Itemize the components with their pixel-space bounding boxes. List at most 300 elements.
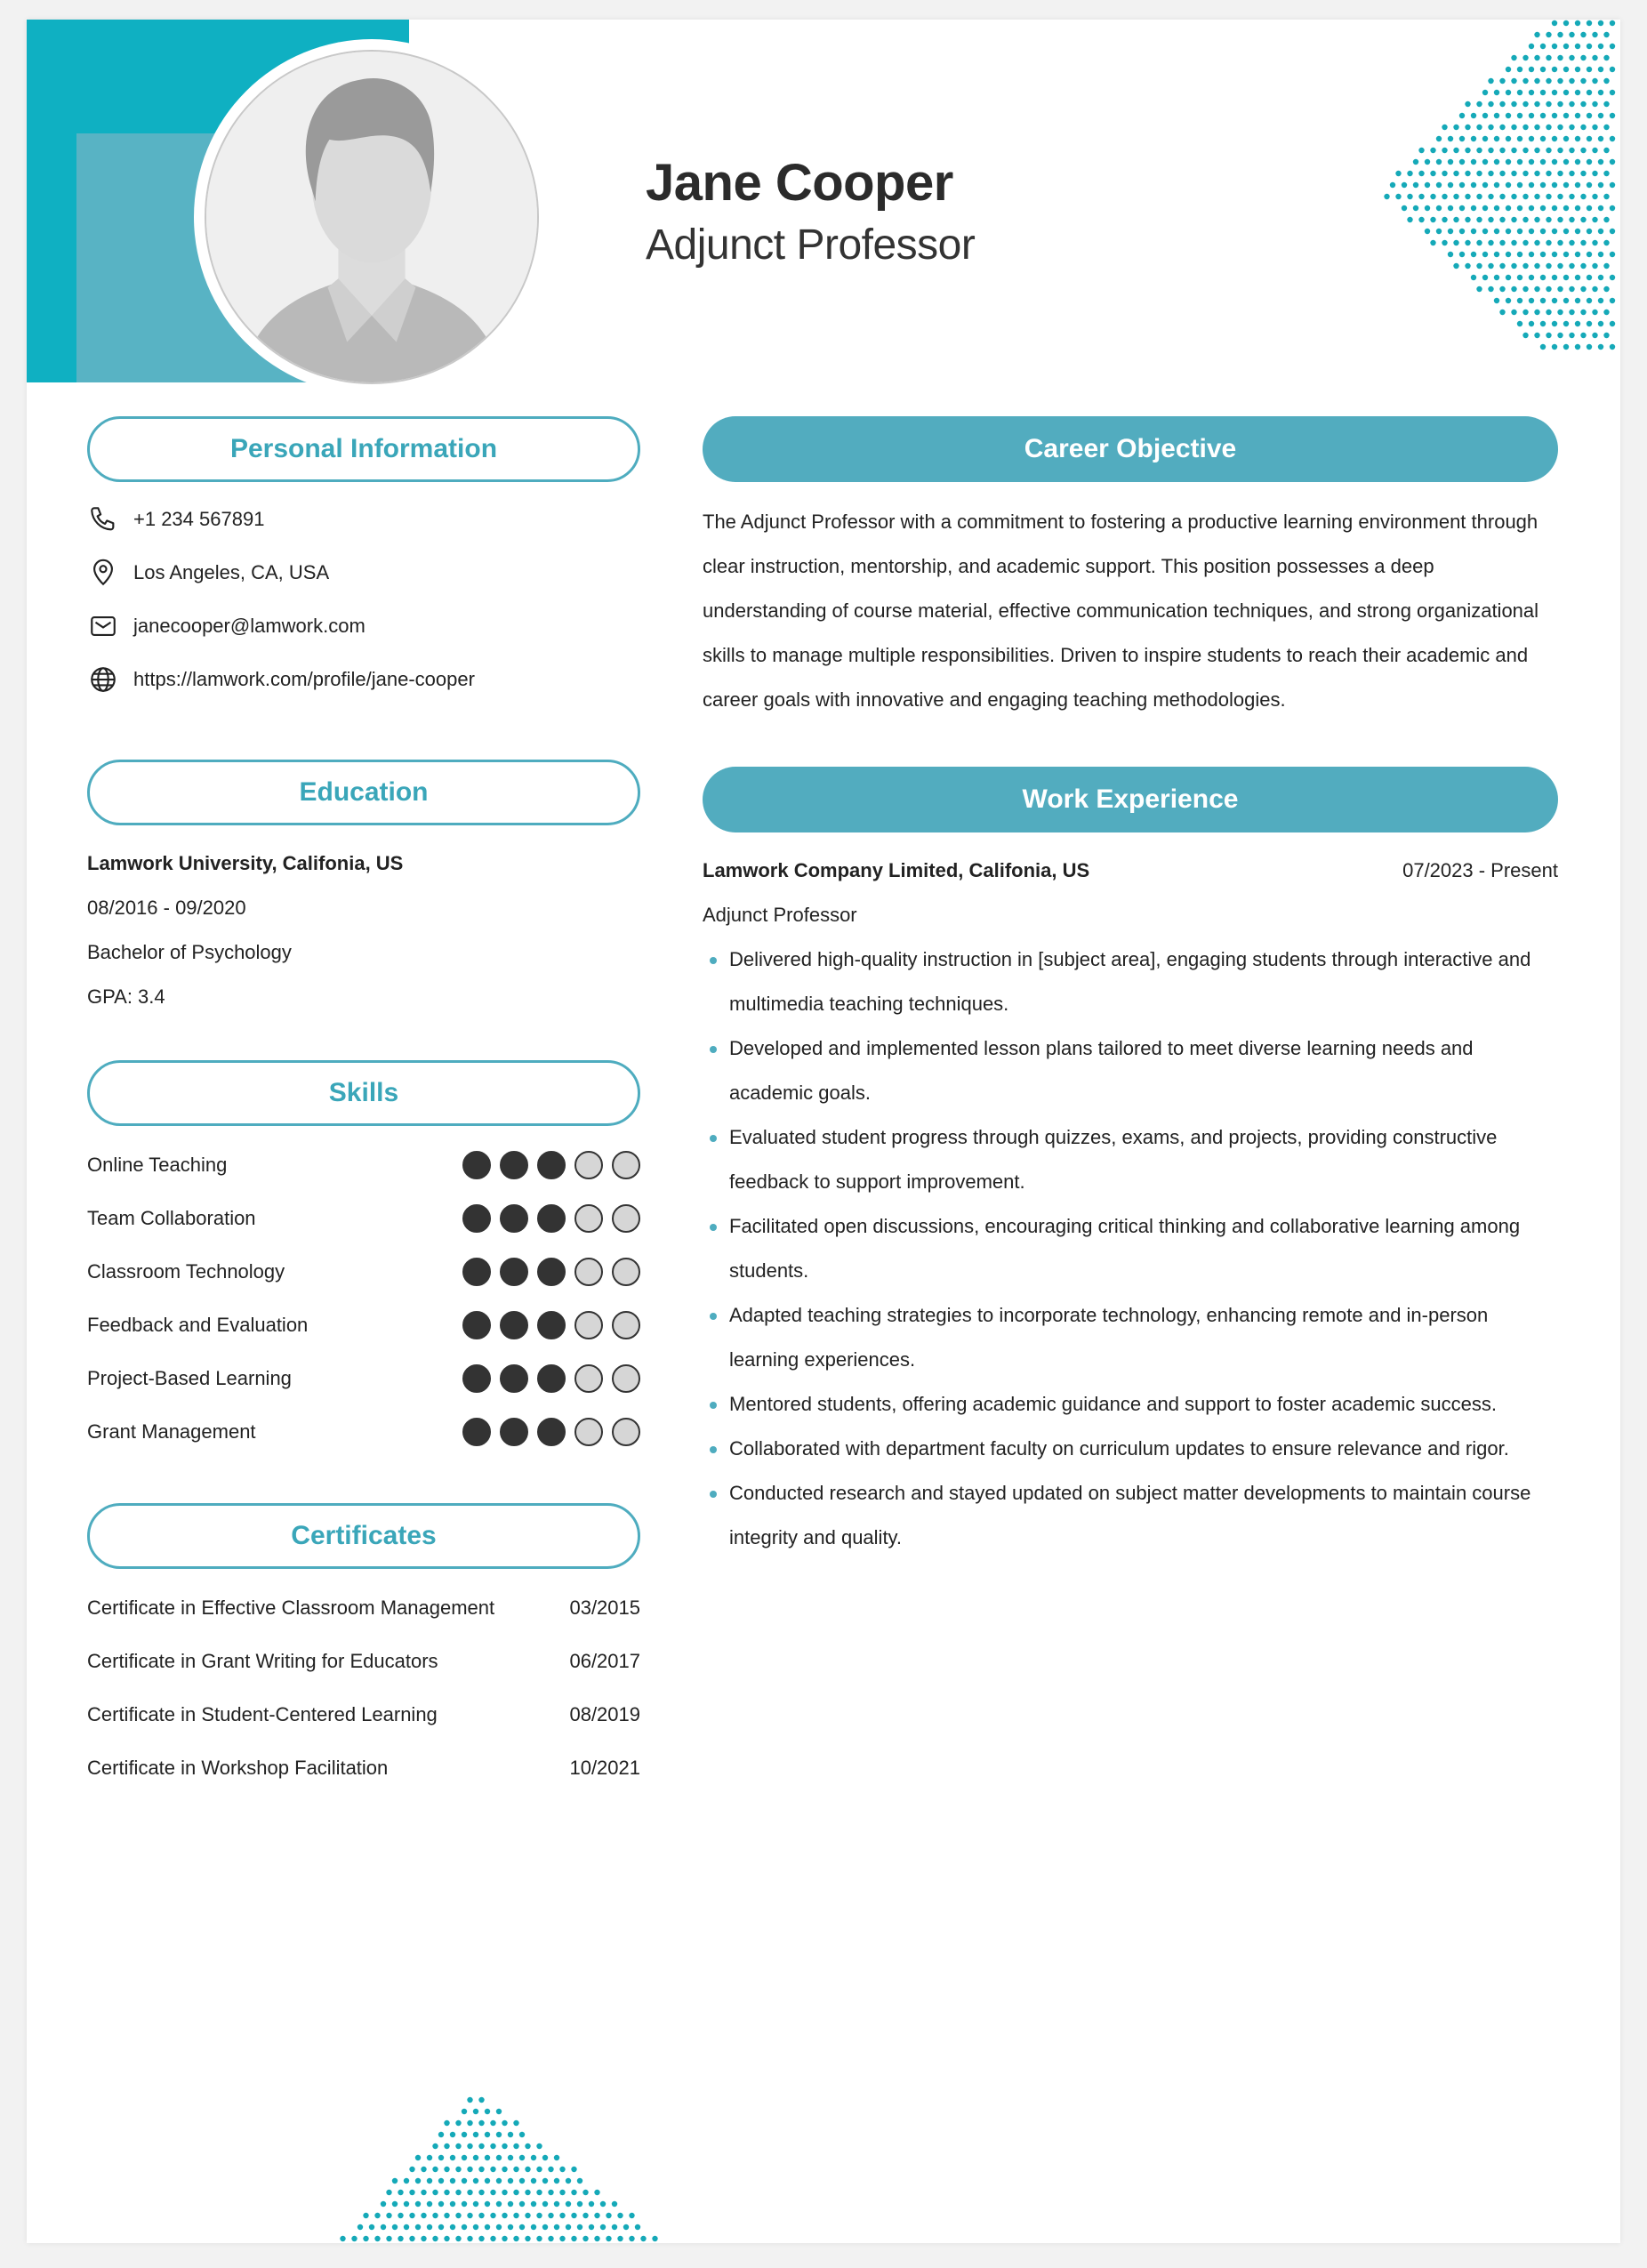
pattern-dot [1575,321,1580,326]
pattern-dot [409,2236,414,2241]
pattern-dot [1598,229,1603,234]
education-degree: Bachelor of Psychology [87,941,292,963]
pattern-dot [1563,159,1569,165]
pattern-dot [450,2201,455,2207]
phone-icon [87,503,119,535]
pattern-dot [1587,159,1592,165]
job-company: Lamwork Company Limited, Califonia, US [703,859,1090,881]
pattern-dot [1517,113,1522,118]
certificate-name: Certificate in Effective Classroom Management [87,1596,495,1619]
pattern-dot [1587,20,1592,26]
contact-location [87,546,640,599]
pattern-dot [1499,125,1505,130]
job-bullet: Collaborated with department faculty on curriculum updates to ensure relevance and rigor. [703,1427,1558,1471]
pattern-dot [577,2178,582,2184]
job-bullet: Facilitated open discussions, encouraging critical thinking and collaborative learning among students. [703,1204,1558,1293]
pattern-dot [594,2213,599,2218]
pattern-dot [513,2120,518,2126]
location-pin-icon [87,557,119,589]
pattern-dot [1488,171,1493,176]
pattern-dot [1587,275,1592,280]
pattern-dot [490,2167,495,2172]
pattern-dot [1603,217,1609,222]
pattern-dot [444,2143,449,2149]
pattern-dot [392,2224,398,2230]
pattern-dot [490,2213,495,2218]
pattern-dot [1511,148,1516,153]
pattern-dot [455,2213,461,2218]
pattern-dot [1610,182,1615,188]
pattern-dot [1407,194,1412,199]
pattern-dot [1442,171,1447,176]
pattern-dot [1592,125,1597,130]
pattern-dot [1482,182,1488,188]
pattern-dot [1506,205,1511,211]
pattern-dot [1563,44,1569,49]
pattern-dot [1448,229,1453,234]
pattern-dot [1546,171,1551,176]
skills-list [87,1138,640,1459]
job-bullet: Developed and implemented lesson plans tailored to meet diverse learning needs and academic goals. [703,1026,1558,1115]
pattern-dot [1534,310,1539,315]
skill-rating [462,1204,640,1233]
pattern-dot [1557,32,1563,37]
pattern-dot [1610,67,1615,72]
rating-dot [462,1364,491,1393]
pattern-dot [467,2213,472,2218]
pattern-dot [496,2224,502,2230]
pattern-dot [1603,101,1609,107]
pattern-dot [1540,229,1546,234]
pattern-dot [374,2213,380,2218]
pattern-dot [1557,310,1563,315]
job-header [703,848,1558,893]
pattern-dot [478,2190,484,2195]
pattern-dot [1540,298,1546,303]
pattern-dot [1430,194,1435,199]
pattern-dot [1506,159,1511,165]
pattern-dot [496,2201,502,2207]
pattern-dot [1540,136,1546,141]
pattern-dot [1482,113,1488,118]
pattern-dot [421,2236,426,2241]
pattern-dot [1517,182,1522,188]
pattern-dot [1522,125,1528,130]
pattern-dot [478,2120,484,2126]
pattern-dot [1603,310,1609,315]
pattern-dot [1476,171,1482,176]
email-icon [87,610,119,642]
pattern-dot [1459,252,1465,257]
certificate-name: Certificate in Workshop Facilitation [87,1757,389,1779]
avatar [205,50,539,384]
pattern-dot [1575,20,1580,26]
pattern-dot [455,2190,461,2195]
rating-dot [537,1418,566,1446]
pattern-dot [542,2155,548,2160]
pattern-dot [1546,333,1551,338]
pattern-dot [478,2143,484,2149]
pattern-dot [1563,275,1569,280]
skill-rating [462,1311,640,1339]
pattern-dot [415,2155,421,2160]
pattern-dot [1592,333,1597,338]
pattern-dot [1598,182,1603,188]
pattern-dot [1499,194,1505,199]
pattern-dot [1511,55,1516,60]
pattern-dot [1569,148,1574,153]
rating-dot [500,1364,528,1393]
pattern-dot [612,2224,617,2230]
pattern-dot [1540,344,1546,350]
pattern-dot [1529,136,1534,141]
pattern-dot [444,2190,449,2195]
pattern-dot [1499,240,1505,245]
pattern-dot [1552,67,1557,72]
pattern-dot [1575,205,1580,211]
pattern-dot [1494,182,1499,188]
pattern-dot [1563,344,1569,350]
pattern-dot [1488,194,1493,199]
section-heading-education: Education [87,760,640,825]
rating-dot [537,1204,566,1233]
pattern-dot [629,2213,634,2218]
pattern-dot [1448,159,1453,165]
pattern-dot [1563,298,1569,303]
pattern-dot [467,2167,472,2172]
pattern-dot [1575,344,1580,350]
pattern-dot [1482,229,1488,234]
pattern-dot [485,2155,490,2160]
pattern-dot [594,2236,599,2241]
pattern-dot [1569,194,1574,199]
pattern-dot [1580,286,1586,292]
pattern-dot [1580,55,1586,60]
rating-dot [537,1151,566,1179]
pattern-dot [1448,205,1453,211]
pattern-dot [1603,125,1609,130]
pattern-dot [1402,182,1407,188]
pattern-dot [1407,171,1412,176]
pattern-dot [1517,90,1522,95]
pattern-dot [386,2190,391,2195]
section-heading-personal: Personal Information [87,416,640,482]
pattern-dot [1442,194,1447,199]
pattern-dot [450,2132,455,2137]
pattern-dot [1546,55,1551,60]
pattern-dot [559,2236,565,2241]
pattern-dot [1476,148,1482,153]
education-entry [87,841,640,1019]
pattern-dot [444,2213,449,2218]
job-bullet: Delivered high-quality instruction in [subject area], engaging students through interactive and multimedia teaching techniques. [703,937,1558,1026]
certificates-list [87,1581,640,1795]
contact-email-text[interactable]: janecooper@lamwork.com [133,615,366,637]
pattern-dot [1552,113,1557,118]
pattern-dot [1522,286,1528,292]
pattern-dot [525,2190,530,2195]
pattern-dot [1546,240,1551,245]
pattern-dot [513,2143,518,2149]
pattern-dot [1482,252,1488,257]
pattern-dot [1499,310,1505,315]
pattern-dot [1471,252,1476,257]
pattern-dot [1540,67,1546,72]
pattern-dot [369,2224,374,2230]
pattern-dot [473,2178,478,2184]
pattern-dot [450,2224,455,2230]
candidate-title: Adjunct Professor [646,221,976,269]
pattern-dot [1587,229,1592,234]
pattern-dot [1517,298,1522,303]
pattern-dot [582,2190,588,2195]
pattern-dot [1610,44,1615,49]
pattern-dot [1529,90,1534,95]
pattern-dot [1610,252,1615,257]
pattern-dot [438,2155,444,2160]
pattern-dot [1517,252,1522,257]
rating-dot [462,1204,491,1233]
pattern-dot [1546,101,1551,107]
pattern-dot [1471,182,1476,188]
pattern-dot [427,2201,432,2207]
pattern-dot [1546,310,1551,315]
pattern-dot [531,2155,536,2160]
pattern-dot [1557,125,1563,130]
rating-dot [462,1311,491,1339]
pattern-dot [1482,159,1488,165]
pattern-dot [485,2201,490,2207]
pattern-dot [421,2190,426,2195]
pattern-dot [1465,217,1470,222]
pattern-dot [1430,240,1435,245]
pattern-dot [1540,182,1546,188]
pattern-dot [1598,298,1603,303]
pattern-dot [1476,101,1482,107]
pattern-dot [444,2167,449,2172]
pattern-dot [1482,275,1488,280]
pattern-dot [1598,252,1603,257]
pattern-dot [1587,252,1592,257]
pattern-dot [363,2213,368,2218]
certificate-date: 10/2021 [569,1757,640,1779]
skill-name: Online Teaching [87,1154,228,1176]
pattern-dot [1603,55,1609,60]
certificate-date: 08/2019 [569,1703,640,1725]
pattern-dot [473,2132,478,2137]
pattern-dot [1569,333,1574,338]
certificate-row [87,1581,640,1635]
pattern-dot [1453,194,1458,199]
pattern-dot [490,2190,495,2195]
pattern-dot [1448,136,1453,141]
pattern-dot [427,2155,432,2160]
contact-phone [87,493,640,546]
left-column [87,416,640,1795]
pattern-dot [1522,263,1528,269]
pattern-dot [1598,275,1603,280]
pattern-dot [1557,286,1563,292]
contact-website-text[interactable]: https://lamwork.com/profile/jane-cooper [133,668,475,690]
pattern-dot [571,2167,576,2172]
pattern-dot [1546,125,1551,130]
pattern-dot [1603,194,1609,199]
pattern-dot [381,2224,386,2230]
pattern-dot [1506,229,1511,234]
pattern-dot [404,2224,409,2230]
pattern-dot [1459,205,1465,211]
pattern-dot [1425,229,1430,234]
section-heading-experience: Work Experience [703,767,1558,832]
pattern-dot [566,2178,571,2184]
pattern-dot [1575,136,1580,141]
pattern-dot [508,2224,513,2230]
pattern-dot [1453,148,1458,153]
pattern-dot [398,2236,403,2241]
pattern-dot [1569,101,1574,107]
rating-dot [537,1311,566,1339]
pattern-dot [554,2178,559,2184]
pattern-dot [432,2143,438,2149]
pattern-dot [1482,90,1488,95]
skill-name: Team Collaboration [87,1207,256,1229]
pattern-dot [1436,159,1442,165]
rating-dot [612,1151,640,1179]
pattern-dot [1563,321,1569,326]
pattern-dot [1522,78,1528,84]
pattern-dot [519,2155,525,2160]
pattern-dot [340,2236,345,2241]
pattern-dot [1448,182,1453,188]
pattern-dot [1587,205,1592,211]
rating-dot [612,1311,640,1339]
pattern-dot [629,2236,634,2241]
pattern-dot [1598,136,1603,141]
pattern-dot [1534,263,1539,269]
pattern-dot [1517,321,1522,326]
pattern-dot [467,2190,472,2195]
education-dates: 08/2016 - 09/2020 [87,897,246,919]
pattern-dot [1476,263,1482,269]
pattern-dot [1580,101,1586,107]
pattern-dot [1425,182,1430,188]
pattern-dot [485,2132,490,2137]
pattern-dot [462,2109,467,2114]
certificate-row [87,1635,640,1688]
pattern-dot [1425,205,1430,211]
rating-dot [500,1418,528,1446]
pattern-dot [1517,229,1522,234]
pattern-dot [1442,125,1447,130]
pattern-dot [1534,171,1539,176]
pattern-dot [623,2224,629,2230]
pattern-dot [473,2201,478,2207]
pattern-dot [1476,194,1482,199]
pattern-dot [1587,67,1592,72]
pattern-dot [1511,286,1516,292]
pattern-dot [1592,171,1597,176]
pattern-dot [1592,240,1597,245]
pattern-dot [490,2143,495,2149]
pattern-dot [1522,240,1528,245]
job-dates: 07/2023 - Present [1402,859,1558,881]
pattern-dot [496,2132,502,2137]
pattern-dot [1494,113,1499,118]
pattern-dot [1610,20,1615,26]
pattern-dot [1471,159,1476,165]
pattern-dot [1506,136,1511,141]
job-bullet: Conducted research and stayed updated on subject matter developments to maintain course integrity and quality. [703,1471,1558,1560]
job-bullet: Evaluated student progress through quizzes, exams, and projects, providing constructive feedback to support improvement. [703,1115,1558,1204]
pattern-dot [640,2236,646,2241]
pattern-dot [1557,333,1563,338]
pattern-dot [1557,263,1563,269]
pattern-dot [548,2190,553,2195]
rating-dot [537,1364,566,1393]
certificate-name: Certificate in Student-Centered Learning [87,1703,438,1725]
pattern-dot [571,2236,576,2241]
pattern-dot [478,2097,484,2103]
pattern-dot [1540,113,1546,118]
pattern-dot [1430,217,1435,222]
pattern-dot [1534,194,1539,199]
pattern-dot [1471,136,1476,141]
pattern-dot [1580,78,1586,84]
pattern-dot [1540,205,1546,211]
pattern-dot [1499,148,1505,153]
pattern-dot [1522,148,1528,153]
pattern-dot [1459,159,1465,165]
candidate-name: Jane Cooper [646,154,953,212]
pattern-dot [363,2236,368,2241]
pattern-dot [1534,333,1539,338]
pattern-dot [1552,229,1557,234]
pattern-dot [374,2236,380,2241]
pattern-dot [427,2224,432,2230]
pattern-dot [478,2213,484,2218]
skill-row [87,1245,640,1299]
pattern-dot [1476,286,1482,292]
pattern-dot [450,2178,455,2184]
pattern-dot [1459,229,1465,234]
pattern-dot [1529,298,1534,303]
pattern-dot [1436,136,1442,141]
pattern-dot [536,2167,542,2172]
pattern-dot [1506,275,1511,280]
pattern-dot [467,2120,472,2126]
section-heading-objective: Career Objective [703,416,1558,482]
pattern-dot [1546,217,1551,222]
pattern-dot [409,2190,414,2195]
pattern-dot [1413,205,1418,211]
pattern-dot [1610,136,1615,141]
pattern-dot [566,2224,571,2230]
pattern-dot [1529,159,1534,165]
pattern-dot [1603,240,1609,245]
pattern-dot [1522,101,1528,107]
pattern-dot [1476,125,1482,130]
pattern-dot [508,2201,513,2207]
pattern-dot [478,2167,484,2172]
person-silhouette-icon [206,52,537,382]
pattern-dot [392,2178,398,2184]
pattern-dot [404,2178,409,2184]
pattern-dot [1430,171,1435,176]
pattern-dot [1459,136,1465,141]
pattern-dot [386,2213,391,2218]
pattern-dot [1552,275,1557,280]
pattern-dot [1569,125,1574,130]
